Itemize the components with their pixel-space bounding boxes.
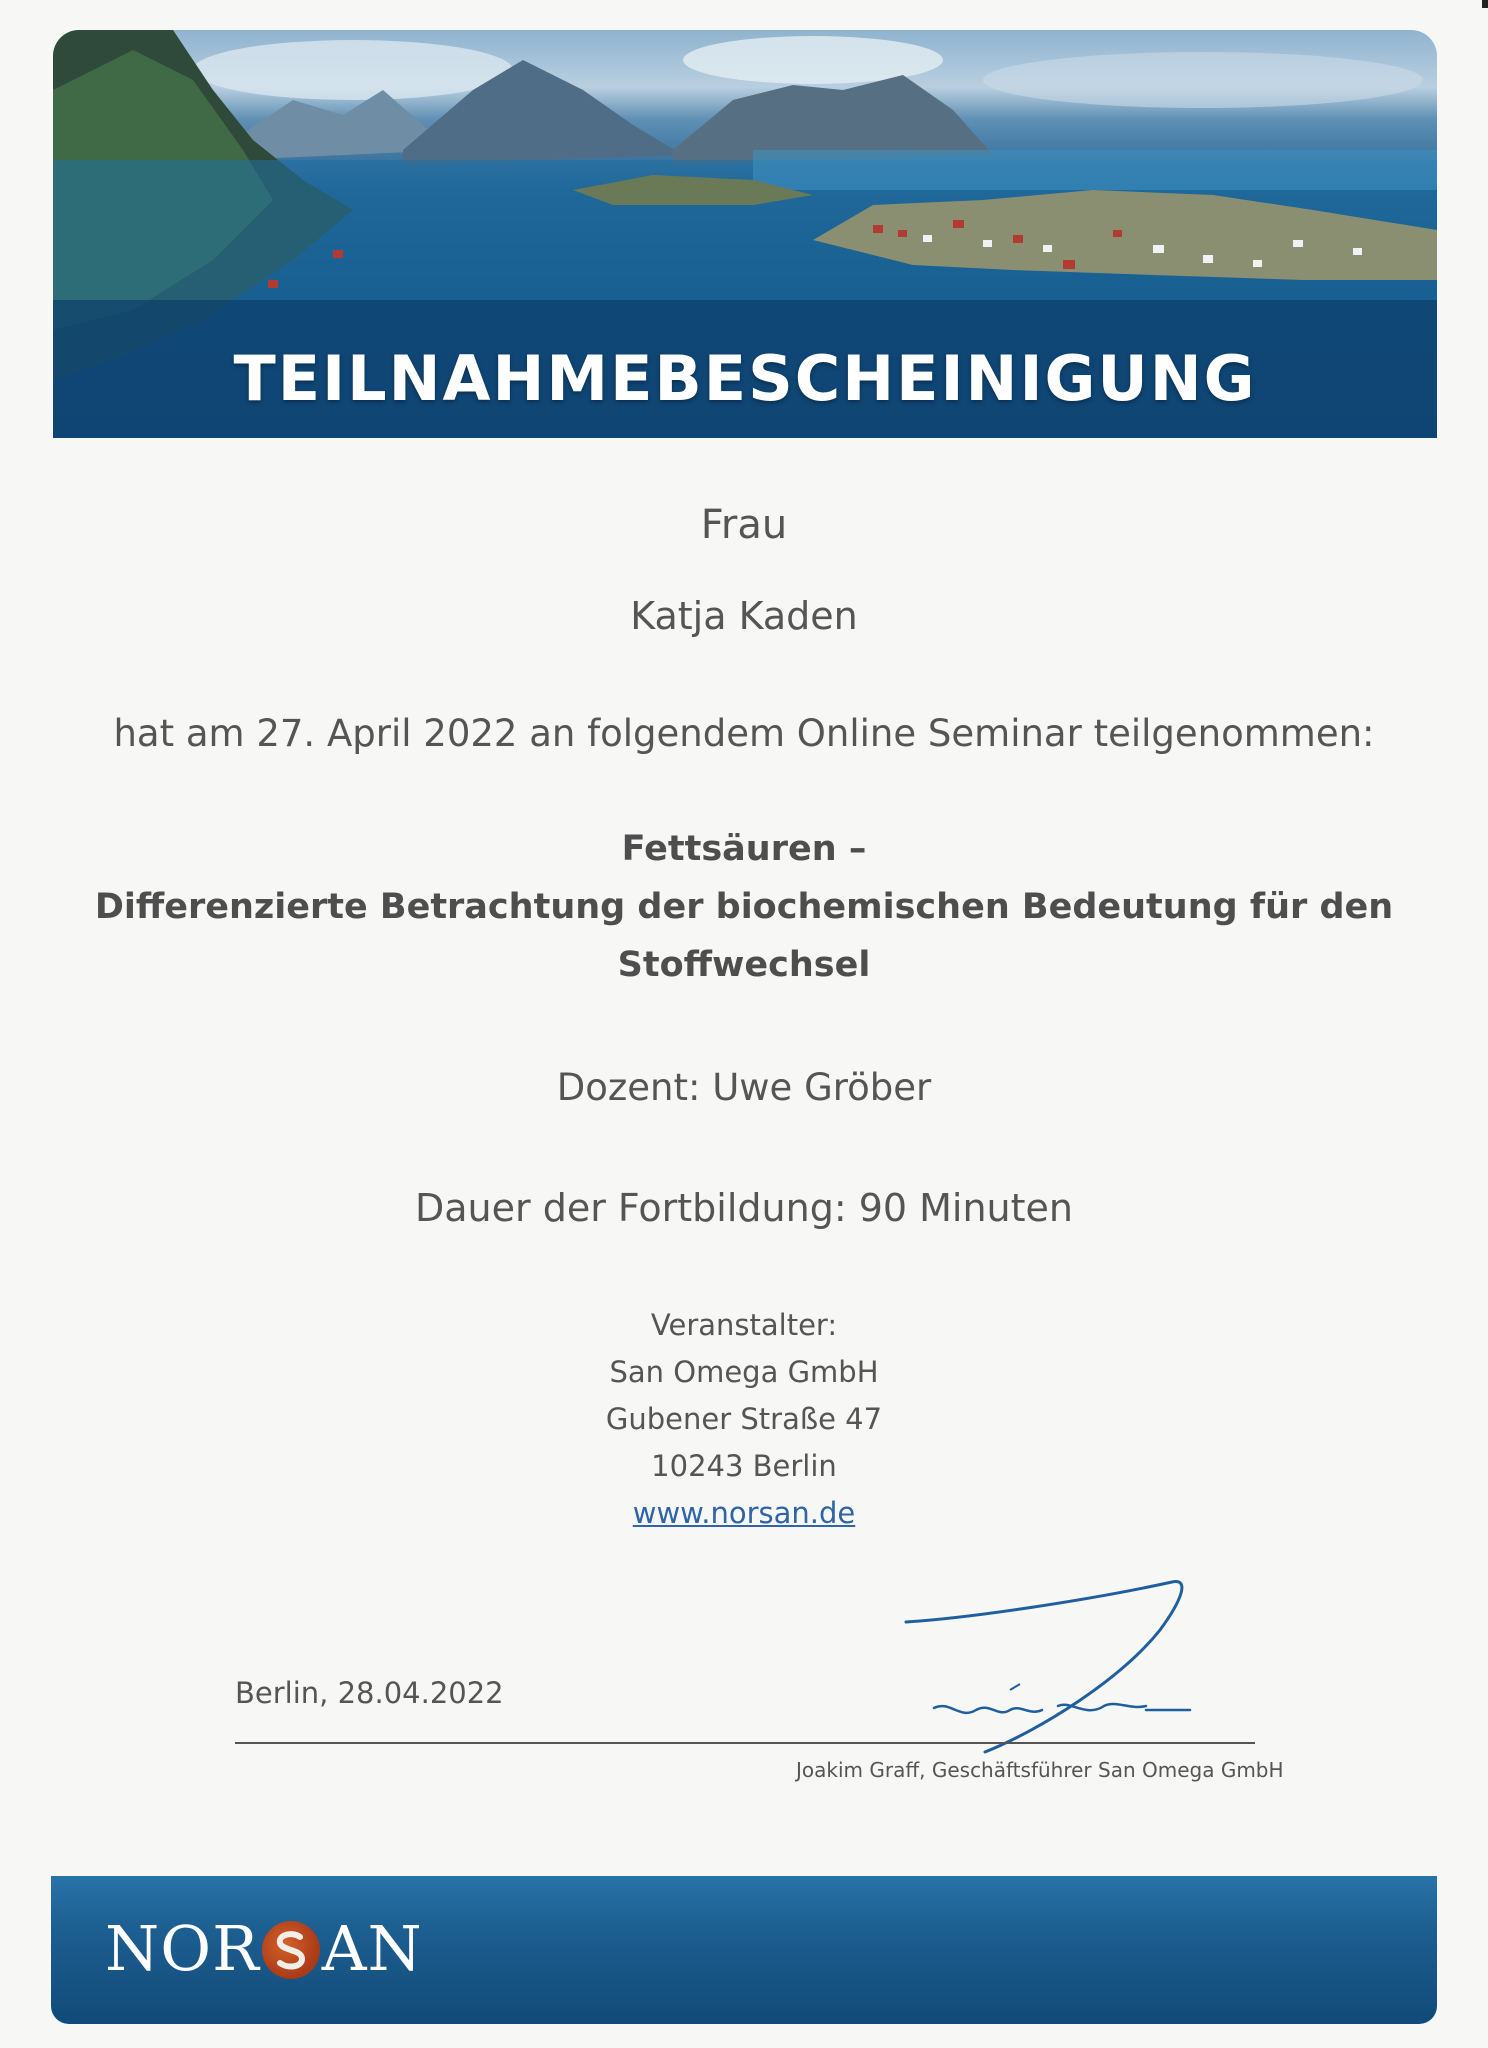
- norsan-s-emblem-icon: [262, 1921, 320, 1979]
- participant-name: Katja Kaden: [630, 594, 858, 638]
- footer-banner: [51, 1864, 1437, 2024]
- seminar-topic-line-1: Fettsäuren –: [621, 829, 867, 869]
- salutation: Frau: [700, 502, 788, 548]
- signature-line: [235, 1742, 1255, 1744]
- lecturer: Dozent: Uwe Gröber: [556, 1066, 932, 1109]
- training-duration: Dauer der Fortbildung: 90 Minuten: [414, 1186, 1074, 1230]
- place-and-date: Berlin, 28.04.2022: [235, 1676, 504, 1710]
- signatory-caption: Joakim Graff, Geschäftsführer San Omega GmbH: [796, 1758, 1284, 1782]
- logo-text-left: NOR: [105, 1911, 260, 1985]
- seminar-topic-line-2: Differenzierte Betrachtung der biochemischen Bedeutung für den: [94, 887, 1394, 927]
- organizer-label: Veranstalter:: [650, 1308, 838, 1342]
- norsan-logo: [105, 1908, 423, 1988]
- header-banner: [53, 30, 1437, 438]
- certificate-title: TEILNAHMEBESCHEINIGUNG: [233, 342, 1257, 415]
- participation-statement: hat am 27. April 2022 an folgendem Online Seminar teilgenommen:: [113, 712, 1375, 755]
- organizer-block: [0, 1302, 1488, 1537]
- organizer-street: Gubener Straße 47: [605, 1402, 883, 1436]
- seminar-topic-line-3: Stoffwechsel: [617, 945, 871, 985]
- organizer-company: San Omega GmbH: [609, 1355, 879, 1389]
- seminar-topic: [0, 820, 1488, 994]
- logo-text-right: AN: [321, 1911, 423, 1985]
- handwritten-signature: [890, 1560, 1230, 1760]
- organizer-city: 10243 Berlin: [651, 1449, 837, 1483]
- organizer-website-link[interactable]: www.norsan.de: [632, 1496, 856, 1530]
- scan-edge-mark: [1482, 0, 1488, 8]
